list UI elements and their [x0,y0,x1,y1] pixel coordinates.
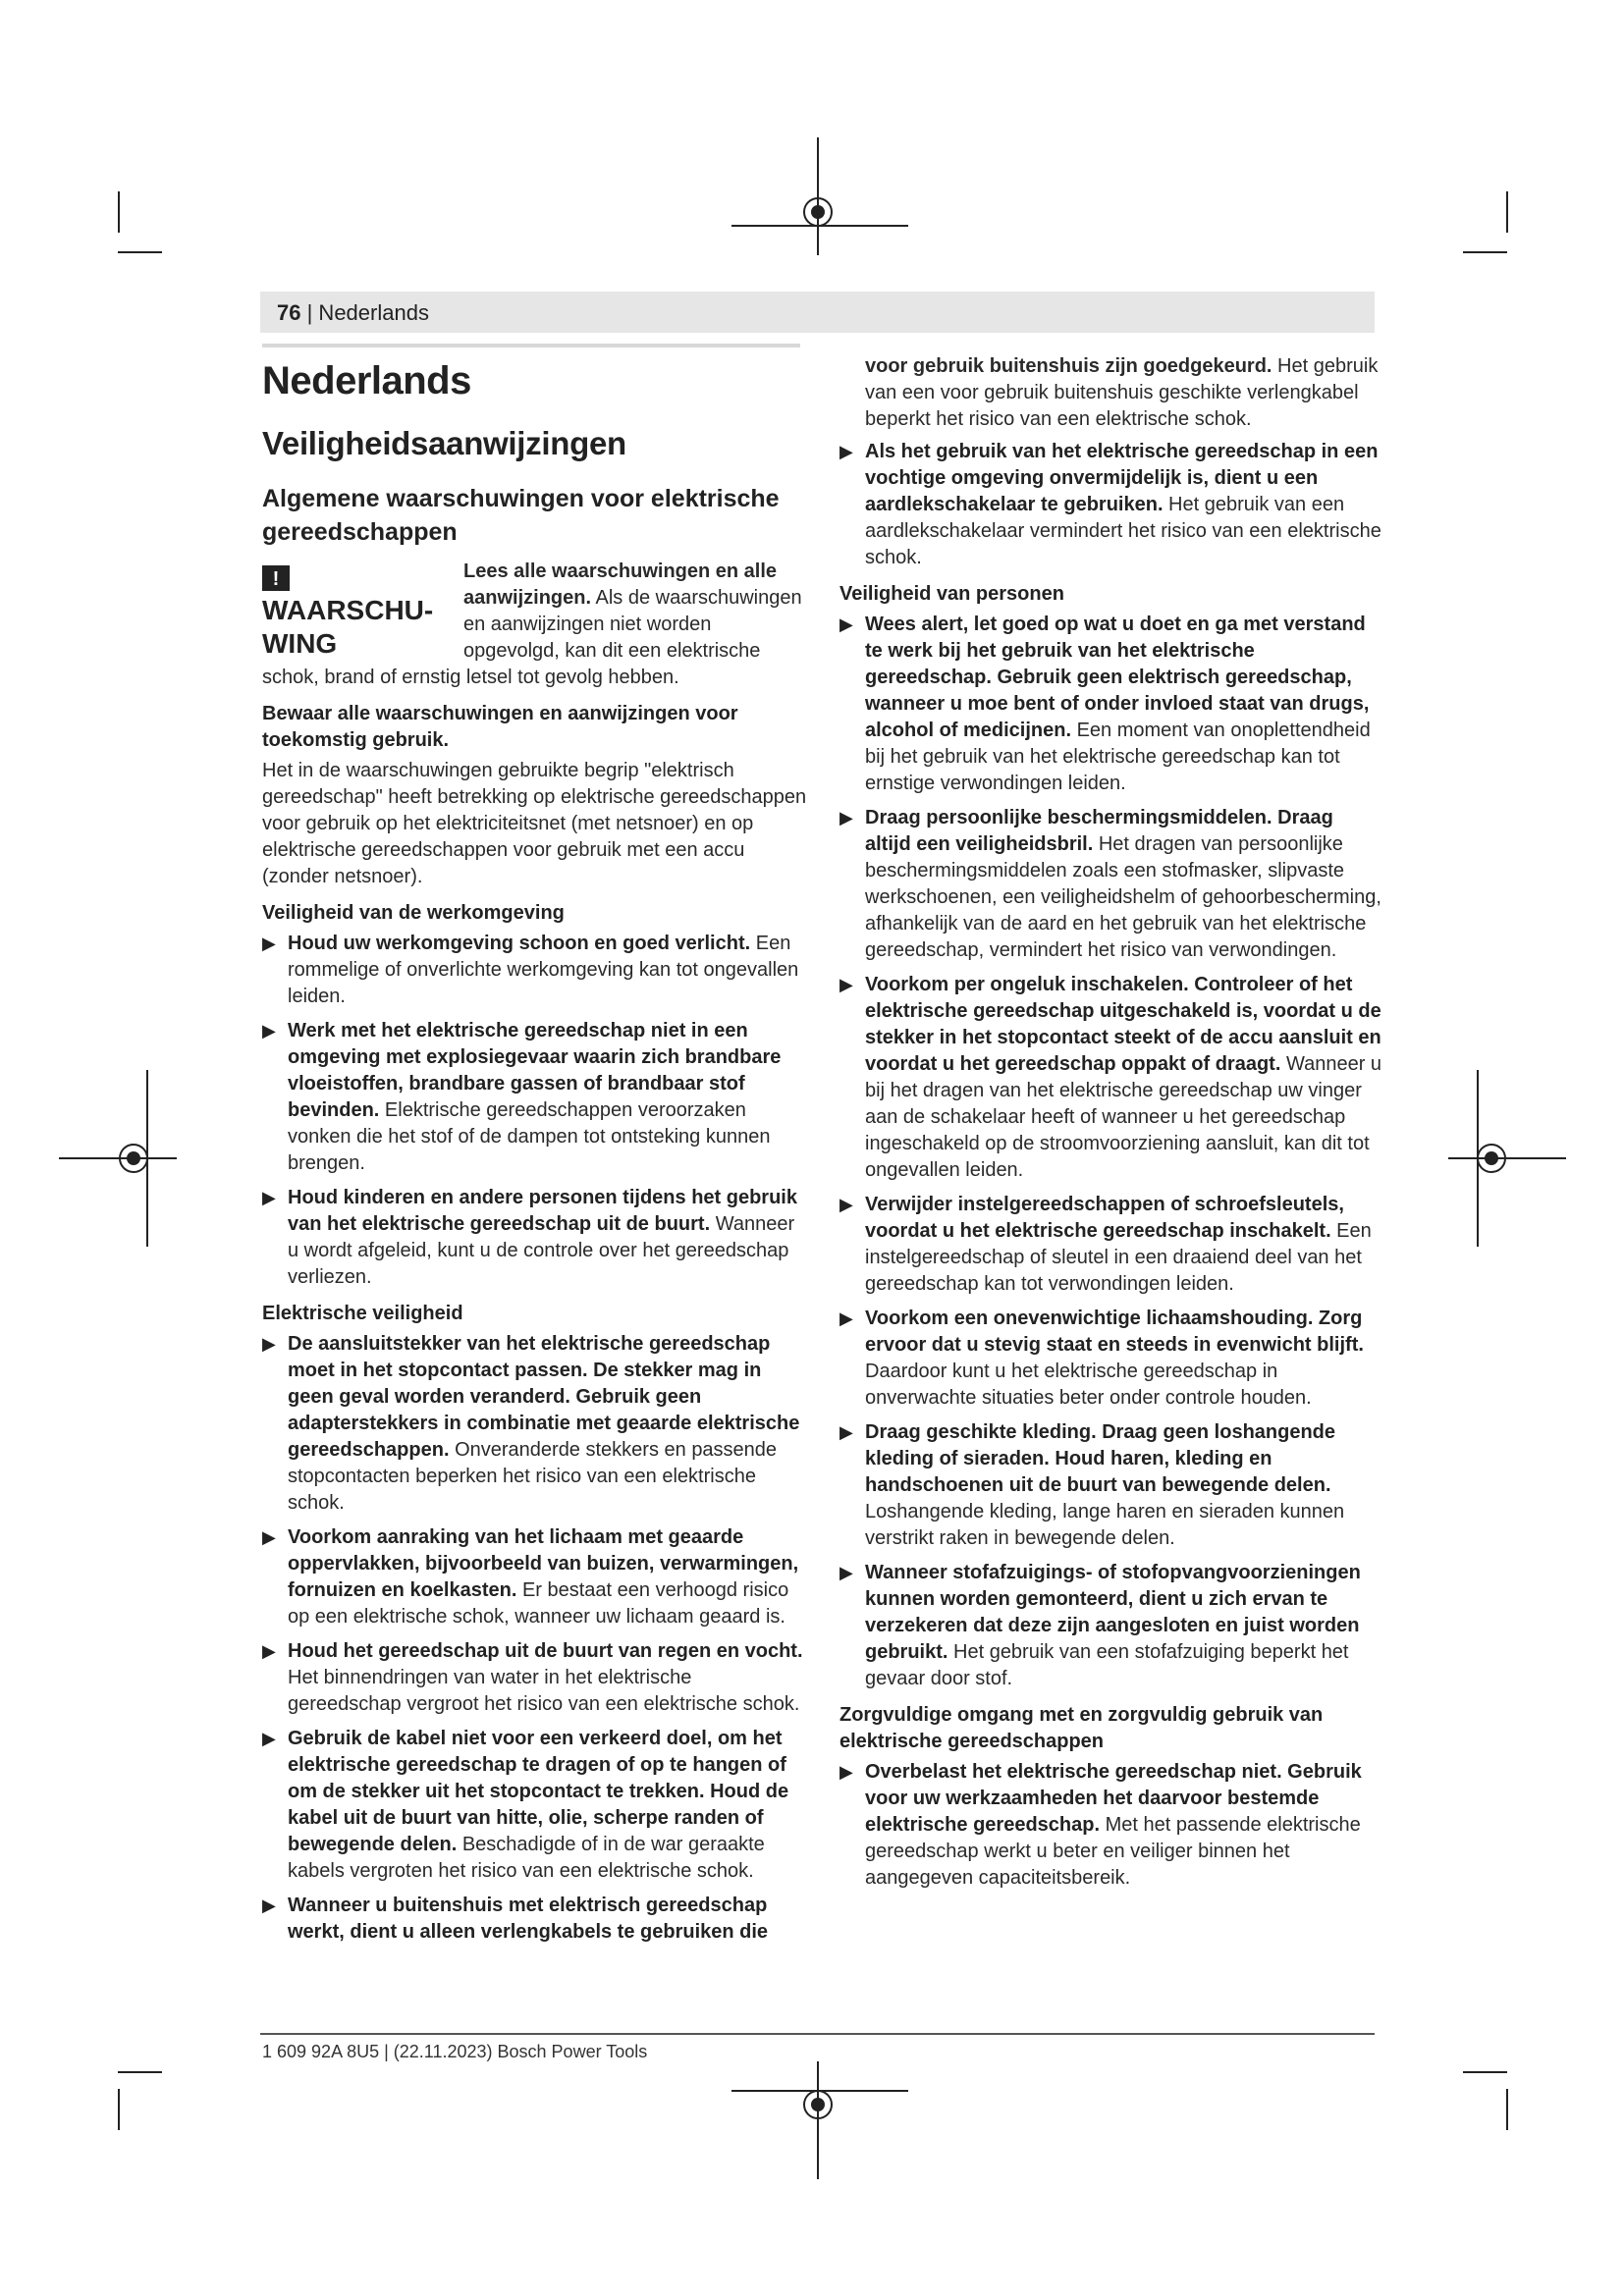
list-item: ▶ Houd uw werkomgeving schoon en goed verlicht. Een rommelige of onverlichte werkomgeving kan tot ongevallen leiden. [262,933,799,1007]
warning-text: Lees alle waarschuwingen en alle aanwijzingen. Als de waarschuwingen en aanwijzingen niet worden opgevolgd, kan dit een elektrische schok, brand of ernstig letsel tot gevolg hebben. [262,561,802,688]
list-item: ▶ Houd het gereedschap uit de buurt van regen en vocht. Het binnendringen van water in het elektrische gereedschap vergroot het risico van een elektrische schok. [262,1640,803,1715]
safety-list [262,1331,807,1946]
registration-mark-top [731,137,908,255]
section-rule [262,344,800,347]
crop-mark [118,2089,120,2130]
crop-mark [1463,2071,1507,2073]
list-item: ▶ Houd kinderen en andere personen tijdens het gebruik van het elektrische gereedschap uit de buurt. Wanneer u wordt afgeleid, kunt u de controle over het gereedschap verliezen. [262,1187,797,1288]
general-heading: Algemene waarschuwingen voor elektrische gereedschappen [262,485,780,546]
safety-list [839,439,1384,571]
footer-rule [260,2033,1375,2035]
safety-list [839,1759,1384,1892]
keep-instructions: Bewaar alle waarschuwingen en aanwijzingen voor toekomstig gebruik. [262,703,738,751]
safety-list [839,612,1384,1692]
crop-mark [118,251,162,253]
section-heading: Veiligheid van personen [839,583,1064,605]
list-item: ▶ Voorkom per ongeluk inschakelen. Controleer of het elektrische gereedschap uitgeschakeld is, voordat u de stekker in het stopcontact steekt of de accu aansluit en voordat u het gereedschap oppakt of draagt. Wanneer u bij het dragen van het elektrische gereedschap uw vinger aan de schakelaar heeft of wanneer u het gereedschap ingeschakeld op de stroomvoorziening aansluit, kan dit tot ongevallen leiden. [839,974,1382,1181]
page-footer: 1 609 92A 8U5 | (22.11.2023) Bosch Power Tools [262,2042,648,2061]
section-heading: Veiligheid van de werkomgeving [262,902,565,924]
continued-text: voor gebruik buitenshuis zijn goedgekeurd. Het gebruik van een voor gebruik buitenshuis geschikte verlengkabel beperkt het risico van een elektrische schok. [865,355,1379,430]
registration-mark-left [59,1070,177,1247]
registration-mark-right [1448,1070,1566,1247]
list-item: ▶ Wanneer u buitenshuis met elektrisch gereedschap werkt, dient u alleen verlengkabels te gebruiken die [262,1895,769,1943]
list-item: ▶ Als het gebruik van het elektrische gereedschap in een vochtige omgeving onvermijdelijk is, dient u een aardlekschakelaar te gebruiken. Het gebruik van een aardlekschakelaar vermindert het risico van een elektrische schok. [839,441,1381,568]
crop-mark [1506,2089,1508,2130]
list-item: ▶ Voorkom een onevenwichtige lichaamshouding. Zorg ervoor dat u stevig staat en steeds in evenwicht blijft. Daardoor kunt u het elektrische gereedschap in onverwachte situaties beter onder controle houden. [839,1308,1364,1409]
crop-mark [1506,191,1508,233]
list-item: ▶ Wanneer stofafzuigings- of stofopvangvoorzieningen kunnen worden gemonteerd, dient u zich ervan te verzekeren dat deze zijn aangesloten en juist worden gebruikt. Het gebruik van een stofafzuiging beperkt het gevaar door stof. [839,1562,1361,1689]
list-item: ▶ Werk met het elektrische gereedschap niet in een omgeving met explosiegevaar waarin zich brandbare vloeistoffen, brandbare gassen of brandbaar stof bevinden. Elektrische gereedschappen veroorzaken vonken die het stof of de dampen tot ontsteking kunnen brengen. [262,1020,782,1174]
crop-mark [1463,251,1507,253]
page-header [277,300,429,326]
left-column [262,344,807,1953]
warning-triangle-icon: ! [262,565,290,591]
header-section: | Nederlands [306,300,429,325]
list-item: ▶ Draag geschikte kleding. Draag geen loshangende kleding of sieraden. Houd haren, kleding en handschoenen uit de buurt van bewegende delen. Loshangende kleding, lange haren en sieraden kunnen verstrikt raken in bewegende delen. [839,1421,1345,1549]
section-heading: Elektrische veiligheid [262,1303,463,1324]
warning-label: !WAARSCHU-WING [262,561,463,661]
list-item: ▶ Draag persoonlijke beschermingsmiddelen. Draag altijd een veiligheidsbril. Het dragen van persoonlijke beschermingsmiddelen zoals een stofmasker, slipvaste werkschoenen, een veiligheidshelm of gehoorbescherming, afhankelijk van de aard en het gebruik van het elektrische gereedschap, vermindert het risico van verwondingen. [839,807,1381,961]
list-item: ▶ Wees alert, let goed op wat u doet en ga met verstand te werk bij het gebruik van het elektrische gereedschap. Gebruik geen elektrisch gereedschap, wanneer u moe bent of onder invloed staat van drugs, alcohol of medicijnen. Een moment van onoplettendheid bij het gebruik van het elektrische gereedschap kan tot ernstige verwondingen leiden. [839,614,1371,794]
page-number: 76 [277,300,301,325]
list-item: ▶ Voorkom aanraking van het lichaam met geaarde oppervlakken, bijvoorbeeld van buizen, verwarmingen, fornuizen en koelkasten. Er bestaat een verhoogd risico op een elektrische schok, wanneer uw lichaam geaard is. [262,1526,799,1628]
definition-text: Het in de waarschuwingen gebruikte begrip "elektrisch gereedschap" heeft betrekking op elektrische gereedschappen voor gebruik op het elektriciteitsnet (met netsnoer) en op elektrische gereedschappen voor gebruik met een accu (zonder netsnoer). [262,760,807,887]
list-item: ▶ De aansluitstekker van het elektrische gereedschap moet in het stopcontact passen. De stekker mag in geen geval worden veranderd. Gebruik geen adapterstekkers in combinatie met geaarde elektrische gereedschappen. Onveranderde stekkers en passende stopcontacten beperken het risico van een elektrische schok. [262,1333,800,1514]
section-title: Veiligheidsaanwijzingen [262,425,626,461]
list-item: ▶ Verwijder instelgereedschappen of schroefsleutels, voordat u het elektrische gereedschap inschakelt. Een instelgereedschap of sleutel in een draaiend deel van het gereedschap kan tot verwondingen leiden. [839,1194,1372,1295]
warning-block [262,559,807,691]
safety-list [262,931,807,1291]
registration-mark-bottom [731,2061,908,2179]
list-item: ▶ Overbelast het elektrische gereedschap niet. Gebruik voor uw werkzaamheden het daarvoor bestemde elektrische gereedschap. Met het passende elektrische gereedschap werkt u beter en veiliger binnen het aangegeven capaciteitsbereik. [839,1761,1362,1889]
page-title: Nederlands [262,359,471,402]
section-heading: Zorgvuldige omgang met en zorgvuldig gebruik van elektrische gereedschappen [839,1704,1324,1752]
right-column [839,353,1384,1899]
crop-mark [118,2071,162,2073]
crop-mark [118,191,120,233]
list-item: ▶ Gebruik de kabel niet voor een verkeerd doel, om het elektrische gereedschap te dragen of op te hangen of om de stekker uit het stopcontact te trekken. Houd de kabel uit de buurt van hitte, olie, scherpe randen of bewegende delen. Beschadigde of in de war geraakte kabels vergroten het risico van een elektrische schok. [262,1728,789,1882]
